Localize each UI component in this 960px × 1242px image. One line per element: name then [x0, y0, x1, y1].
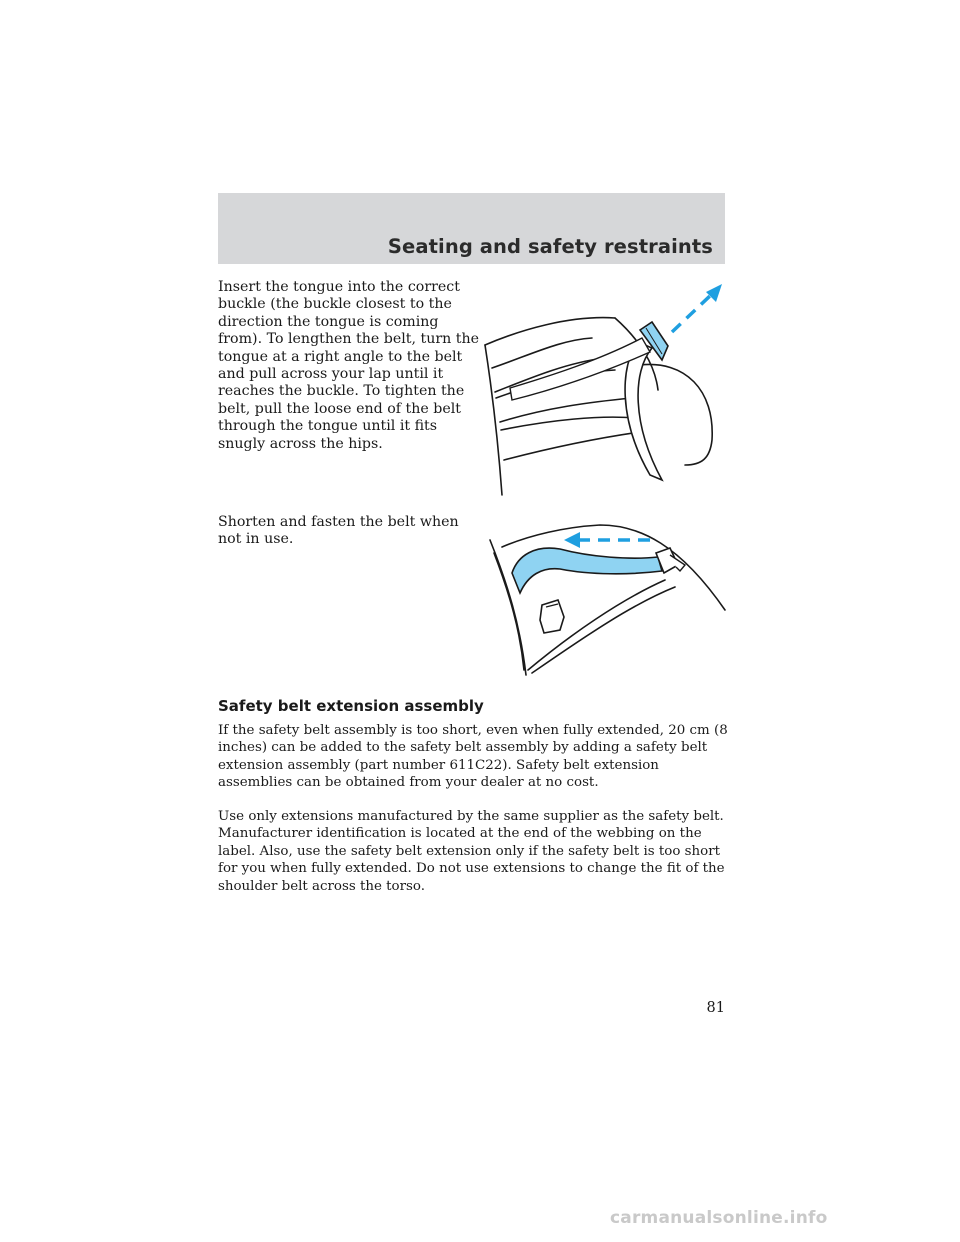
- seat-belt-buckle: [540, 600, 564, 633]
- paragraph-extension-usage: Use only extensions manufactured by the same supplier as the safety belt. Manufacturer identification is located at the end of the webbing on the label. Also, use the safety belt extension only if the safety belt is too short for you when fully extended. Do not use extensions to change the fit of the shoulder belt across the torso.: [218, 809, 725, 894]
- stow-direction-arrow: [564, 532, 650, 548]
- section-heading-belt-extension: Safety belt extension assembly: [218, 697, 484, 715]
- paragraph-extension-intro: If the safety belt assembly is too short, even when fully extended, 20 cm (8 inches) can be added to the safety belt assembly by adding a safety belt extension assembly (part number 611C22). Safety belt extension assemblies can be obtained from your dealer at no cost.: [218, 723, 728, 791]
- paragraph-shorten-fasten: Shorten and fasten the belt when not in use.: [218, 514, 459, 548]
- belt-lengthen-illustration: [480, 280, 730, 500]
- safety-belt-webbing: [510, 338, 662, 480]
- pull-direction-arrow: [672, 284, 722, 332]
- watermark: carmanualsonline.info: [610, 1208, 828, 1228]
- stowed-belt: [512, 548, 662, 593]
- seat-back-outline: [485, 318, 615, 345]
- page-number: 81: [706, 1000, 725, 1016]
- section-header-band: [218, 193, 725, 264]
- paragraph-insert-tongue: Insert the tongue into the correct buckle (the buckle closest to the direction the tongue is coming from). To lengthen the belt, turn the tongue at a right angle to the belt and pull across your lap until it reaches the buckle. To tighten the belt, pull the loose end of the belt through the tongue until it fits snugly across the hips.: [218, 279, 480, 452]
- section-title: Seating and safety restraints: [387, 235, 713, 258]
- belt-stow-illustration: [480, 505, 730, 685]
